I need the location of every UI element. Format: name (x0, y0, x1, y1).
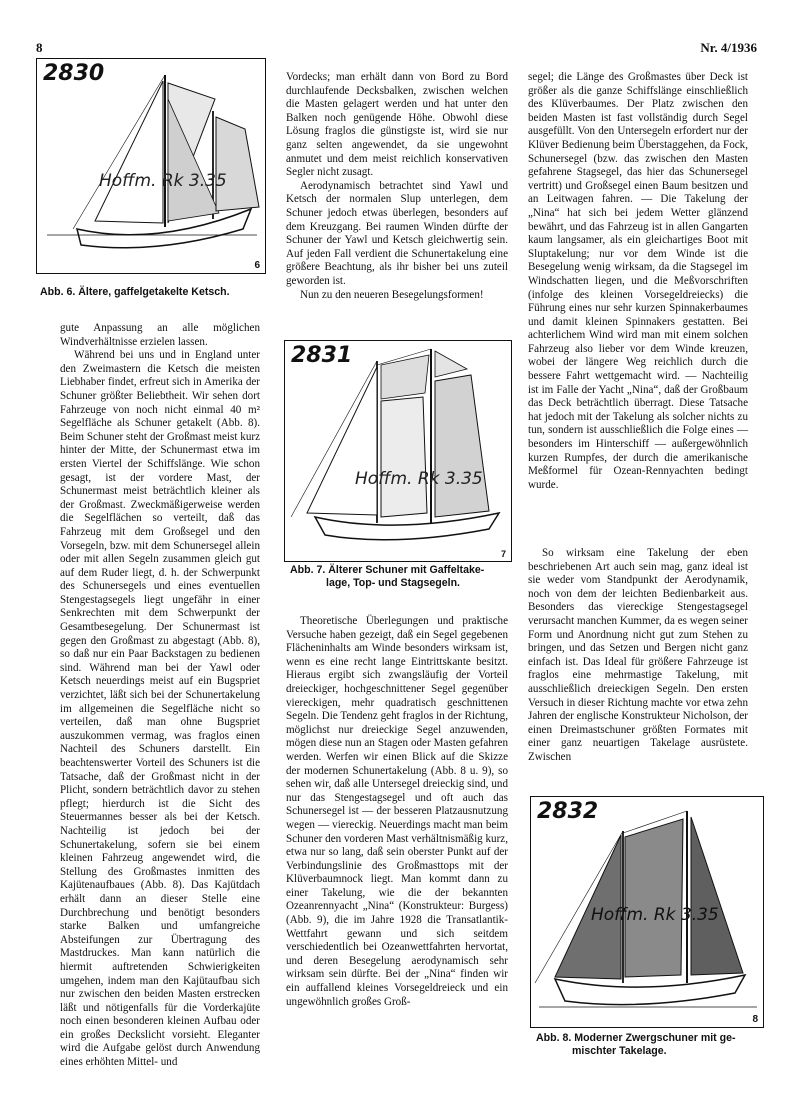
paragraph: Nun zu den neueren Besegelungsformen! (300, 288, 484, 301)
paragraph: Vordecks; man erhält dann von Bord zu Bord durchlaufende Decksbalken, zwischen welchen die Masten gelagert werden und hat unter den Balken noch genügende Höhe. Obwohl diese Lösung fraglos die günstigste ist, wird sie nur ganz selten angewendet, da sie ungewohnt anmutet und dem meist reichlich konservativen Segler nicht zusagt. (286, 71, 508, 179)
text-column-3-upper (528, 71, 748, 492)
figure-8-corner-label: 8 (752, 1014, 758, 1025)
figure-7-handwritten-number: 2831 (291, 343, 353, 368)
caption-line: Abb. 8. Moderner Zwergschuner mit ge- (536, 1032, 736, 1044)
figure-8-small-schooner-drawing (530, 796, 764, 1028)
figure-7-caption (290, 564, 510, 590)
paragraph: segel; die Länge des Großmastes über Deck ist größer als die ganze Schiffslänge einschließlich des Klüverbaumes. Der Platz zwischen den beiden Masten ist fast vollständig durch Segel ausgefüllt. Von den Untersegeln erfordert nur der Klüver Bedienung beim Überstaggehen, da Fock, Schunersegel (bzw. das zwischen den Masten gefahrene Stagsegel, das hier das Schunersegel vertritt) und Großsegel einen Baum besitzen und an Leitwagen fahren. — Die Takelung der „Nina“ hat sich bei jedem Wetter glänzend bewährt, und das Fahrzeug ist in allen Gangarten kaum langsamer, als ein gleichartiges Boot mit Sluptakelung; nur vor dem Winde ist die Besegelung wenig wirksam, da die Stagsegel im Windschatten liegen, und die Meßvorschriften (infolge des kleinen Vorsegeldreiecks) die Führung eines nur sehr kurzen Spinnakerbaumes und damit kleinen Spinnakers gestatten. Bei achterlichem Wind wird man mit einem solchen Fahrzeug also lieber vor dem Winde kreuzen, wobei der längere Weg reichlich durch die bessere Fahrt wettgemacht wird. — Nachteilig ist im Falle der Yacht „Nina“, daß der Großbaum das Deck beträchtlich überragt. Diese Tatsache hat jedoch mit der Takelung als solcher nichts zu tun, sondern ist ausschließlich die Folge eines — besonders im Hinterschiff — außergewöhnlich kurzen Rumpfes, der durch die amerikanische Meßformel für Ozean-Rennyachten bedingt wurde. (528, 71, 748, 491)
text-column-2-upper (286, 71, 508, 302)
figure-6-ownership-stamp: Hoffm. Rk 3.35 (99, 171, 227, 191)
figure-8-ownership-stamp: Hoffm. Rk 3.35 (591, 905, 719, 925)
paragraph: Theoretische Überlegungen und praktische Versuche haben gezeigt, daß ein Segel gegebenen Flächeninhalts am Winde besonders wirksam ist, wenn es eine recht lange Eintrittskante besitzt. Hieraus ergibt sich zwangsläufig der Vorteil dreieckiger, hochgeschnittener Segel gegenüber viereckigen, mehr quadratisch geschnittenen Segeln. Die Tendenz geht fraglos in der Richtung, möglichst nur dreieckige Segel anzuwenden, mögen diese nun an Stagen oder Masten gefahren werden. Werfen wir einen Blick auf die Skizze der modernen Schunertakelung (Abb. 8 u. 9), so sehen wir, daß alle Untersegel dreieckig sind, und nur das Stengestagsegel und oft auch das Schunersegel ist — der besseren Platzausnutzung wegen — viereckig. Neuerdings macht man beim Schuner den vorderen Mast verhältnismäßig kurz, etwa nur so lang, daß sein oberster Punkt auf der Verbindungslinie des Großmasttops mit der Klüverbaumnock liegt. Man kommt dann zu einer Takelung, wie die der bekannten Ozeanrennyacht „Nina“ (Konstrukteur: Burgess) (Abb. 9), die im Jahre 1928 die Transatlantik-Wettfahrt gewann und sich seitdem verschiedentlich bei Ozeanwettfahrten hervortat, und deren Besegelung aerodynamisch sehr wirksam sein dürfte. Bei der „Nina“ finden wir ein auffallend kleines Vorsegeldreieck und ein ungewöhnlich großes Groß- (286, 615, 508, 1008)
figure-6-caption: Abb. 6. Ältere, gaffelgetakelte Ketsch. (40, 286, 230, 298)
text-column-1 (60, 322, 260, 1070)
figure-6-corner-label: 6 (254, 260, 260, 271)
figure-6-handwritten-number: 2830 (43, 61, 105, 86)
figure-6-ketch-drawing (36, 58, 266, 274)
caption-line: mischter Takelage. (572, 1045, 667, 1057)
paragraph: So wirksam eine Takelung der eben beschriebenen Art auch sein mag, ganz ideal ist sie weder vom Standpunkt der Aerodynamik, noch von dem der leichten Bedienbarkeit aus. Besonders das viereckige Stengestagsegel verursacht manchen Kummer, da es wegen seiner Form und Anordnung nicht gut zum Stehen zu bringen, und das Setzen und Bergen nicht ganz einfach ist. Das Ideal für größere Fahrzeuge ist fraglos eine mehrmastige Takelung, mit ausschließlich dreieckigen Segeln. Den ersten Versuch in dieser Richtung machte vor etwa zehn Jahren der englische Konstrukteur Nicholson, der einen Dreimastschuner größten Formates mit einer ganz neuartigen Takelage ausrüstete. Zwischen (528, 547, 748, 763)
paragraph: Während bei uns und in England unter den Zweimastern die Ketsch die meisten Liebhaber findet, erfreut sich in Amerika der Schuner größter Beliebtheit. Wir sehen dort Fahrzeuge von noch nicht einmal 40 m² Segelfläche als Schuner getakelt (Abb. 8). Beim Schuner steht der Großmast meist kurz hinter der Mitte, der Schunermast etwa im ersten Viertel der Schiffslänge. Wie schon gesagt, ist der vordere Mast, der Schunermast meist beträchtlich kleiner als der Großmast. Zweckmäßigerweise werden die Segelflächen so verteilt, daß das Fahrzeug mit dem Großsegel und den Vorsegeln, bzw. mit dem Schunersegel allein oder mit allen Segeln zusammen gleich gut auf dem Ruder liegt, d. h. der Schwerpunkt des Schunersegels und eines eventuellen Stengestagsegels liegt ungefähr in einer Senkrechten mit dem Schwerpunkt der Gesamtbesegelung. Der Schunermast ist gegen den Großmast zu abgestagt (Abb. 8), so daß nur ein Paar Backstagen zu bedienen sind. Während man bei der Yawl oder Ketsch neuerdings meist auf ein Bugspriet verzichtet, läßt sich bei der Schunertakelung im allgemeinen die Segelfläche nicht so verteilen, daß man ohne Bugspriet auszukommen vermag, was fraglos einen Nachteil des Schuners darstellt. Ein beachtenswerter Vorteil des Schuners ist die Tatsache, daß der Großmast nicht in der Plicht, sondern beträchtlich davor zu stehen pflegt; hierdurch ist die Sicht des Steuermannes besser als bei der Ketsch. Nachteilig ist jedoch bei der Schunertakelung, sofern sie bei einem kleinen Fahrzeug angewendet wird, die Stellung des Großmastes inmitten des Kajütenaufbaues (Abb. 8). Das Kajütdach erhält dann an dieser Stelle eine Durchbrechung und benötigt besonders starke Balken und umfangreiche Absteifungen zur Übertragung des Mastdruckes. Man kann natürlich die hiermit auftretenden Schwierigkeiten umgehen, indem man den Kajütaufbau sich nur zwischen den beiden Masten erstrecken läßt und nötigenfalls für die Vorderkajüte noch einen besonderen kleinen Aufbau oder ein großes Deckslicht vorsieht. Eleganter wird die Aufgabe gelöst durch Anwendung eines erhöhten Mittel- und (60, 349, 260, 1069)
figure-7-schooner-drawing (284, 340, 512, 562)
caption-line: lage, Top- und Stagsegeln. (326, 577, 460, 589)
paragraph: Aerodynamisch betrachtet sind Yawl und Ketsch der normalen Slup unterlegen, dem Schuner jedoch etwas überlegen, besonders auf dem Kreuzgang. Bei raumen Winden dürfte der Schuner der Yawl und Ketsch gleichwertig sein. Auf jeden Fall verdient die Schunertakelung eine größere Beachtung, als ihr bisher bei uns zuteil geworden ist. (286, 179, 508, 287)
page-number: 8 (36, 40, 43, 55)
schooner-illustration (285, 341, 511, 561)
figure-8-handwritten-number: 2832 (537, 799, 599, 824)
figure-8-caption (536, 1032, 766, 1058)
issue-number: Nr. 4/1936 (700, 40, 757, 55)
ketch-illustration (37, 59, 265, 273)
caption-line: Abb. 7. Älterer Schuner mit Gaffeltake- (290, 564, 485, 576)
figure-7-corner-label: 7 (500, 549, 506, 559)
text-column-3-lower (528, 547, 748, 765)
text-column-2-lower (286, 615, 508, 1009)
paragraph: gute Anpassung an alle möglichen Windverhältnisse erzielen lassen. (60, 322, 260, 348)
figure-7-ownership-stamp: Hoffm. Rk 3.35 (355, 469, 483, 489)
